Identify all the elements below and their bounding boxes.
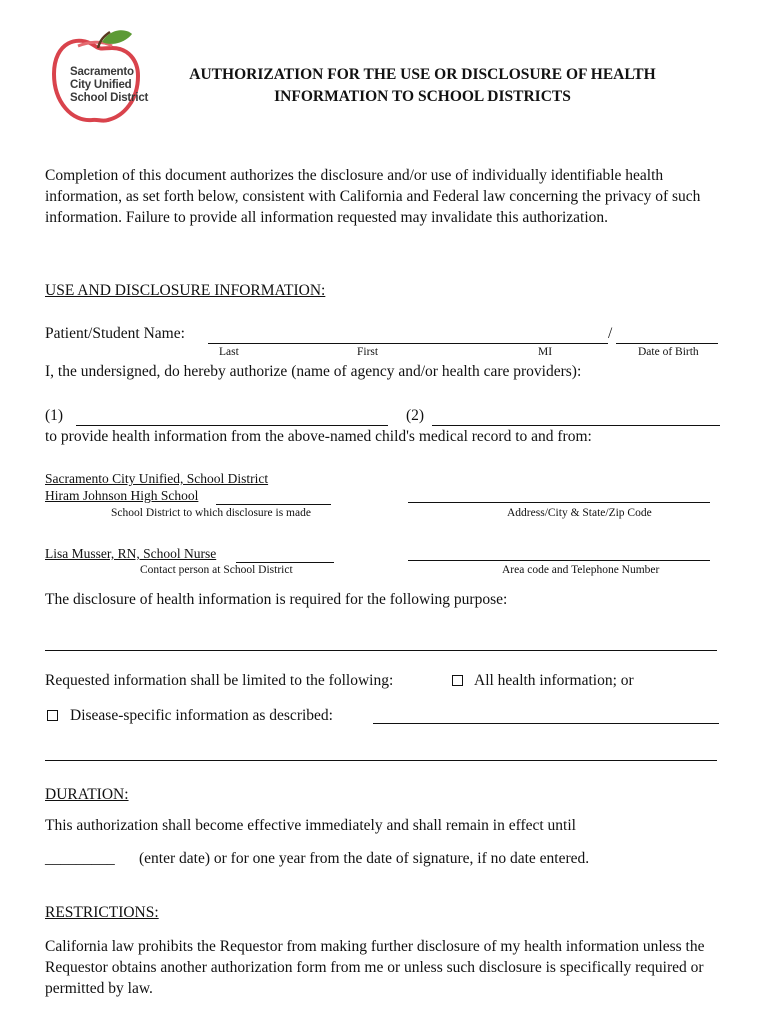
duration-statement: This authorization shall become effective immediately and shall remain in effect until (45, 817, 576, 834)
telephone-caption: Area code and Telephone Number (502, 564, 660, 576)
all-health-info-checkbox[interactable] (452, 675, 463, 686)
last-name-caption: Last (219, 346, 239, 358)
middle-initial-caption: MI (538, 346, 553, 358)
contact-person-field[interactable] (236, 562, 334, 563)
logo-line-1: Sacramento (70, 66, 134, 78)
purpose-statement: The disclosure of health information is required for the following purpose: (45, 591, 508, 608)
restrictions-heading: RESTRICTIONS: (45, 904, 159, 921)
limited-statement: Requested information shall be limited to the following: (45, 672, 394, 689)
duration-heading: DURATION: (45, 786, 129, 803)
provider-2-field[interactable] (432, 425, 720, 426)
date-of-birth-field[interactable] (616, 343, 718, 344)
provider-1-label: (1) (45, 407, 64, 424)
duration-statement-2: (enter date) or for one year from the date of signature, if no date entered. (139, 850, 590, 867)
patient-name-field[interactable] (208, 343, 608, 344)
use-disclosure-heading: USE AND DISCLOSURE INFORMATION: (45, 282, 326, 299)
provider-1-field[interactable] (76, 425, 388, 426)
school-name-value: Hiram Johnson High School (45, 488, 199, 503)
school-district-caption: School District to which disclosure is made (111, 507, 311, 519)
disease-specific-field-2[interactable] (45, 760, 717, 761)
telephone-field[interactable] (408, 560, 710, 561)
all-health-info-label: All health information; or (474, 672, 634, 689)
authorize-statement: I, the undersigned, do hereby authorize (name of agency and/or health care providers): (45, 363, 582, 380)
purpose-field[interactable] (45, 650, 717, 651)
school-district-field[interactable] (216, 504, 331, 505)
title-line-2: INFORMATION TO SCHOOL DISTRICTS (274, 88, 571, 105)
disease-specific-checkbox[interactable] (47, 710, 58, 721)
address-field[interactable] (408, 502, 710, 503)
title-line-1: AUTHORIZATION FOR THE USE OR DISCLOSURE OF HEALTH (189, 66, 656, 83)
document-title (150, 64, 695, 108)
logo-line-3: School District (70, 92, 149, 104)
provide-statement: to provide health information from the above-named child's medical record to and from: (45, 428, 592, 445)
first-name-caption: First (357, 346, 379, 358)
intro-paragraph: Completion of this document authorizes the disclosure and/or use of individually identifiable health information, as set forth below, consistent with California and Federal law concerning the privacy of such information. Failure to provide all information requested may invalidate this authorization. (45, 167, 701, 226)
provider-2-label: (2) (406, 407, 425, 424)
school-district-value: Sacramento City Unified, School District (45, 471, 269, 486)
district-logo-text (70, 66, 148, 105)
restrictions-paragraph: California law prohibits the Requestor from making further disclosure of my health information unless the Requestor obtains another authorization form from me or unless such disclosure is specifically required or permitted by law. (45, 938, 705, 997)
contact-person-value: Lisa Musser, RN, School Nurse (45, 546, 217, 561)
disease-specific-label: Disease-specific information as described: (70, 707, 333, 724)
logo-line-2: City Unified (70, 79, 132, 91)
patient-name-label: Patient/Student Name: (45, 325, 185, 342)
address-caption: Address/City & State/Zip Code (507, 507, 652, 519)
end-date-field[interactable]: _________ (45, 850, 115, 867)
disease-specific-field[interactable] (373, 723, 719, 724)
date-of-birth-caption: Date of Birth (638, 346, 699, 358)
document-page: Sacramento City Unified School District AUTHORIZATION FOR THE USE OR DISCLOSURE OF HEALTH INFORMATION TO SCHOOL DISTRICTS Completion of this document authorizes the disclosure and/or use of individually identifiable health information, as set forth below, consistent with California and Federal law concerning the privacy of such information. Failure to provide all information requested may invalidate this authorization. USE AND DISCLOSURE INFORMATION: Patient/Student Name: / Last First MI Date of Birth I, the undersigned, do hereby authorize (name of agency and/or health care providers): (1) (2) to provide health information from the above-named child's medical record to and from: Sacramento City Unified, School District Hiram Johnson High School School District to which disclosure is made Address/City & State/Zip Code Lisa Musser, RN, School Nurse Contact person at School District Area code and Telephone Number The disclosure of health information is required for the following purpose: Requested information shall be limited to the following: All health information; or Disease-specific information as described: DURATION: This authorization shall become effective immediately and shall remain in effect until _________ (enter date) or for one year from the date of signature, if no date entered. RESTRICTIONS: California law prohibits the Requestor from making further disclosure of my health information unless the Requestor obtains another authorization form from me or unless such disclosure is specifically required or permitted by law. (0, 0, 770, 1024)
contact-person-caption: Contact person at School District (140, 564, 293, 576)
